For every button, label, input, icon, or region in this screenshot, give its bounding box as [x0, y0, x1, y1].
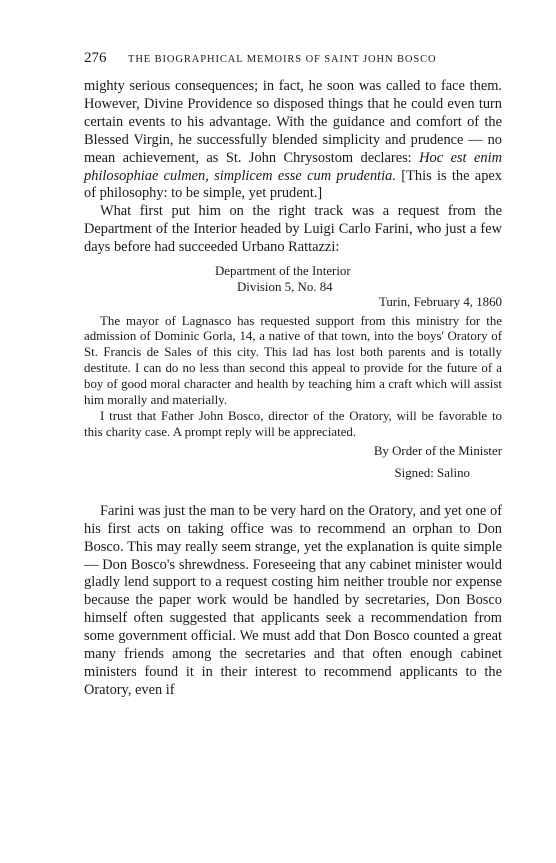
paragraph-3: Farini was just the man to be very hard on the Oratory, and yet one of his first acts on taking office was to recommend an orphan to Don Bosco. This may really seem strange, yet the explanation is quite simple — Don Bosco's shrewdness. Foreseeing that any cabinet minister would gladly lend support to a request costing him neither trouble nor expense because the paper work would be handled by secretaries, Don Bosco himself often suggested that applicants seek a recommendation from some government official. We must add that Don Bosco counted a great many friends among the secretaries and that often enough cabinet ministers found it in their interest to recommend applicants to the Oratory, even if	[84, 502, 502, 698]
paragraph-1-text-b: [This is the apex of philosophy: to be simple, yet prudent.]	[84, 167, 502, 202]
running-head	[84, 50, 502, 72]
letter-closing: By Order of the Minister	[373, 443, 502, 458]
letter-heading	[84, 264, 502, 311]
latin-quotation: Hoc est enim philosophiae culmen, simplicem esse cum prudentia.	[84, 149, 502, 184]
letter-paragraph-2: I trust that Father John Bosco, director of the Oratory, will be favorable to this charity case. A prompt reply will be appreciated.	[84, 409, 502, 439]
letter-department: Department of the Interior	[215, 264, 351, 279]
page-number: 276	[84, 50, 107, 66]
book-page	[84, 50, 502, 700]
running-title: THE BIOGRAPHICAL MEMOIRS OF SAINT JOHN BOSCO	[128, 54, 437, 65]
paragraph-1-text-a: mighty serious consequences; in fact, he soon was called to face them. However, Divine Providence so disposed things that he could even turn certain events to his advantage. With the guidance and comfort of the Blessed Virgin, he successfully blended simplicity and prudence — no mean achievement, as St. John Chrysostom declares:	[84, 78, 502, 166]
letter-paragraph-1: The mayor of Lagnasco has requested support from this ministry for the admission of Dominic Gorla, 14, a native of that town, into the boys' Oratory of St. Francis de Sales of this city. This lad has lost both parents and is totally destitute. I can do no less than second this appeal to provide for the future of a boy of good moral character and health by teaching him a craft which will assist him morally and materially.	[84, 313, 502, 408]
letter-body	[84, 314, 502, 441]
quoted-letter	[84, 264, 502, 481]
letter-signoff	[84, 443, 502, 481]
paragraph-2: What first put him on the right track was a request from the Department of the Interior headed by Luigi Carlo Farini, who just a few days before had succeeded Urbano Rattazzi:	[84, 203, 502, 256]
letter-division: Division 5, No. 84	[237, 279, 333, 294]
letter-place-date: Turin, February 4, 1860	[378, 295, 502, 310]
paragraph-1	[84, 78, 502, 203]
letter-signature: Signed: Salino	[394, 465, 470, 480]
